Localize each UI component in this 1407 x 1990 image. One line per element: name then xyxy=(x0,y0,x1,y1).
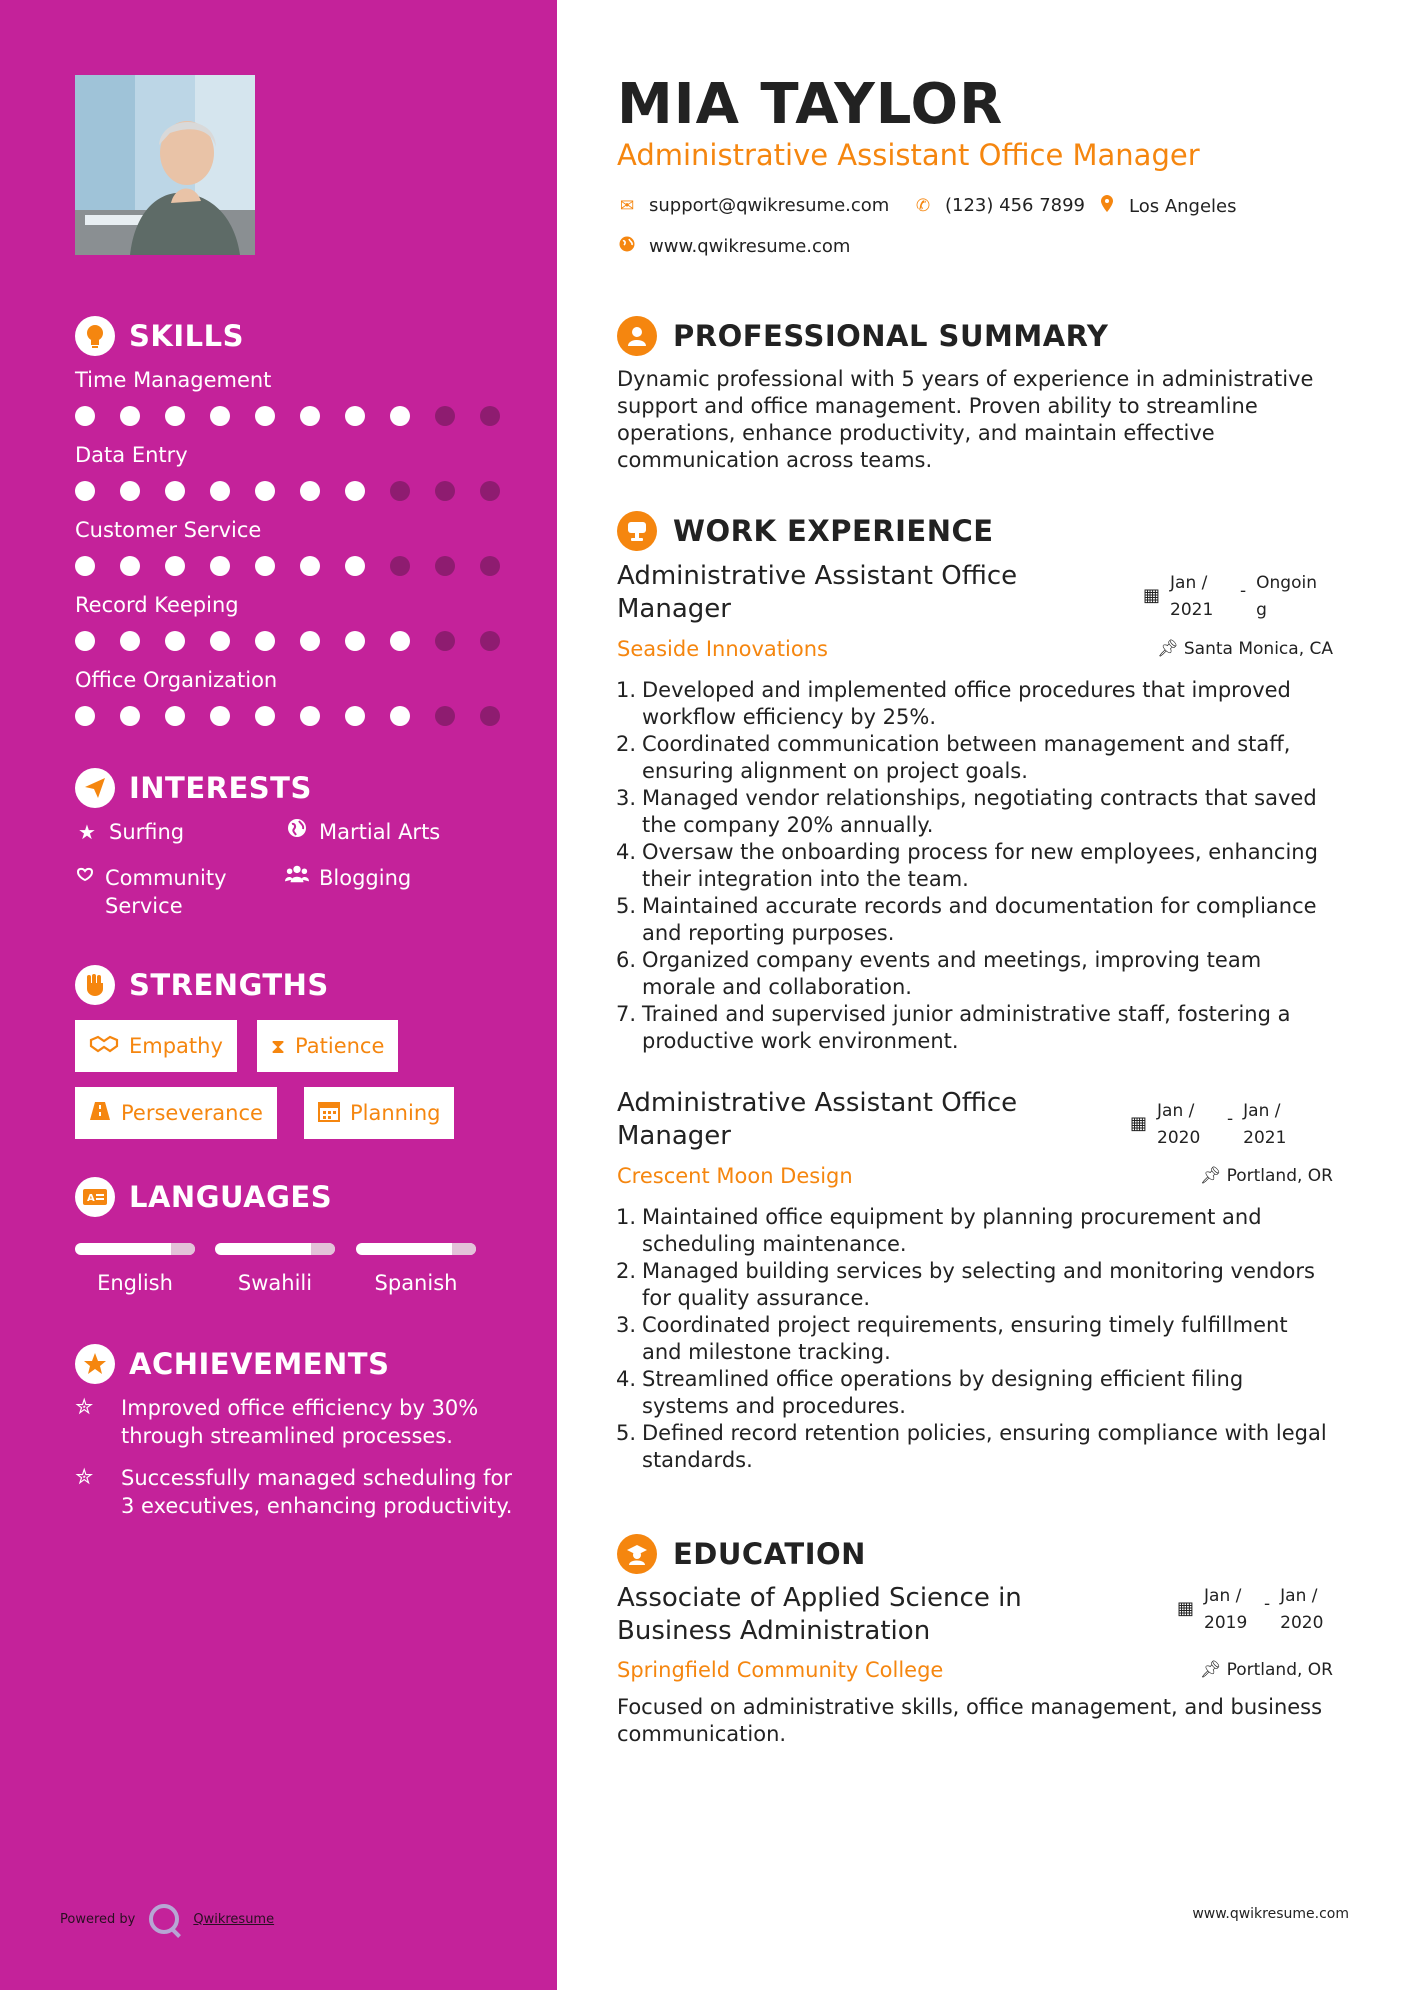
rating-dot-filled xyxy=(390,706,410,726)
date-separator: - xyxy=(1240,581,1247,601)
date-separator: - xyxy=(1227,1109,1234,1129)
rating-dot-filled xyxy=(165,631,185,651)
pushpin-icon: 📌︎ xyxy=(1199,1166,1222,1186)
rating-dot-filled xyxy=(210,481,230,501)
rating-dot-filled xyxy=(255,406,275,426)
rating-dot-filled xyxy=(75,556,95,576)
interest-label: Martial Arts xyxy=(319,820,441,844)
briefcase-icon xyxy=(617,511,657,551)
language-level-remainder xyxy=(452,1243,476,1255)
rating-dot-filled xyxy=(345,406,365,426)
education-header xyxy=(617,1534,866,1574)
interest-item xyxy=(285,818,440,846)
education-end: Jan / 2020 xyxy=(1280,1586,1324,1633)
rating-dot-empty xyxy=(480,706,500,726)
bullet-text: Defined record retention policies, ensuring compliance with legal standards. xyxy=(642,1421,1327,1472)
rating-dot-filled xyxy=(300,556,320,576)
footer-url[interactable]: www.qwikresume.com xyxy=(1192,1906,1349,1922)
strength-badge xyxy=(257,1020,398,1072)
rating-dot-filled xyxy=(120,556,140,576)
strength-label: Perseverance xyxy=(121,1101,263,1125)
job-bullets xyxy=(610,1204,1330,1474)
skill-name: Time Management xyxy=(75,368,272,392)
bullet-number: 4. xyxy=(615,840,636,864)
globe-icon xyxy=(617,236,637,257)
paper-plane-icon xyxy=(75,768,115,808)
languages-title: LANGUAGES xyxy=(129,1180,333,1214)
powered-by xyxy=(60,1904,274,1934)
job-end: Jan / 2021 xyxy=(1243,1101,1287,1148)
job-bullet xyxy=(610,785,1330,839)
summary-text: Dynamic professional with 5 years of experience in administrative support and office management. Proven ability to streamline operations, enhance productivity, and maintain effective communication across teams. xyxy=(617,367,1314,472)
bullet-text: Coordinated project requirements, ensuring timely fulfillment and milestone tracking. xyxy=(642,1313,1288,1364)
user-icon xyxy=(617,316,657,356)
envelope-icon: ✉ xyxy=(619,195,635,216)
bullet-number: 6. xyxy=(615,948,636,972)
qwikresume-link[interactable]: Qwikresume xyxy=(193,1911,275,1927)
rating-dot-filled xyxy=(165,706,185,726)
rating-dot-empty xyxy=(390,481,410,501)
job-bullets xyxy=(610,677,1330,1055)
star-badge-icon xyxy=(75,1344,115,1384)
bullet-number: 1. xyxy=(615,678,636,702)
hands-icon xyxy=(75,864,95,884)
rating-dot-filled xyxy=(210,556,230,576)
rating-dot-filled xyxy=(165,481,185,501)
rating-dot-filled xyxy=(165,556,185,576)
candidate-title: Administrative Assistant Office Manager xyxy=(617,138,1200,172)
language-name: Spanish xyxy=(374,1271,458,1295)
education-start: Jan / 2019 xyxy=(1204,1586,1248,1633)
rating-dot-filled xyxy=(210,406,230,426)
lightbulb-icon xyxy=(75,316,115,356)
rating-dot-filled xyxy=(75,481,95,501)
rating-dot-filled xyxy=(345,556,365,576)
contact-website[interactable] xyxy=(617,236,850,257)
rating-dot-filled xyxy=(390,631,410,651)
bullet-number: 1. xyxy=(615,1205,636,1229)
globe-icon xyxy=(285,818,309,838)
job-location xyxy=(1157,639,1333,659)
summary-title: PROFESSIONAL SUMMARY xyxy=(673,319,1109,353)
handshake-icon xyxy=(89,1034,119,1059)
education-degree: Associate of Applied Science in Business Administration xyxy=(617,1583,1022,1646)
phone-icon: ✆ xyxy=(915,195,931,216)
interest-label: Blogging xyxy=(319,866,412,890)
education-school: Springfield Community College xyxy=(617,1658,944,1682)
strength-badge xyxy=(304,1087,454,1139)
skill-rating xyxy=(75,556,500,576)
bullet-number: 3. xyxy=(615,786,636,810)
rating-dot-filled xyxy=(300,706,320,726)
bullet-text: Maintained accurate records and documentation for compliance and reporting purposes. xyxy=(642,894,1317,945)
rating-dot-filled xyxy=(210,706,230,726)
date-separator: - xyxy=(1264,1594,1271,1614)
calendar-icon: ▦ xyxy=(1130,1113,1148,1134)
job-bullet xyxy=(610,947,1330,1001)
rating-dot-filled xyxy=(300,481,320,501)
strength-label: Patience xyxy=(295,1034,385,1058)
star-icon: ✮ xyxy=(75,1465,94,1490)
interest-item xyxy=(75,818,184,846)
rating-dot-empty xyxy=(390,556,410,576)
education-location-text: Portland, OR xyxy=(1226,1660,1333,1680)
strength-badge xyxy=(75,1087,277,1139)
skills-header xyxy=(75,316,244,356)
rating-dot-empty xyxy=(435,631,455,651)
pushpin-icon: 📌︎ xyxy=(1199,1660,1222,1680)
contact-email[interactable] xyxy=(617,195,889,216)
bullet-number: 7. xyxy=(615,1002,636,1026)
rating-dot-filled xyxy=(345,481,365,501)
rating-dot-filled xyxy=(255,481,275,501)
rating-dot-filled xyxy=(300,406,320,426)
achievements-title: ACHIEVEMENTS xyxy=(129,1347,390,1381)
job-bullet xyxy=(610,1312,1330,1366)
rating-dot-filled xyxy=(75,406,95,426)
rating-dot-empty xyxy=(435,481,455,501)
bullet-text: Developed and implemented office procedures that improved workflow efficiency by 25%. xyxy=(642,678,1291,729)
rating-dot-empty xyxy=(480,406,500,426)
interests-title: INTERESTS xyxy=(129,771,312,805)
star-icon: ✮ xyxy=(75,1395,94,1420)
job-role: Administrative Assistant Office Manager xyxy=(617,1088,1018,1151)
job-bullet xyxy=(610,1001,1330,1055)
strength-label: Empathy xyxy=(129,1034,223,1058)
bullet-text: Streamlined office operations by designing efficient filing systems and procedures. xyxy=(642,1367,1244,1418)
location-text: Los Angeles xyxy=(1129,195,1237,217)
rating-dot-empty xyxy=(435,706,455,726)
interest-label: Surfing xyxy=(109,820,185,844)
rating-dot-filled xyxy=(255,706,275,726)
achievement-item xyxy=(75,1464,515,1520)
job-start: Jan / 2020 xyxy=(1157,1101,1201,1148)
website-text: www.qwikresume.com xyxy=(649,236,851,257)
rating-dot-filled xyxy=(345,706,365,726)
map-marker-icon xyxy=(1097,195,1117,217)
strengths-header xyxy=(75,965,329,1005)
job-location-text: Santa Monica, CA xyxy=(1183,639,1333,659)
skill-name: Office Organization xyxy=(75,668,278,692)
rating-dot-filled xyxy=(210,631,230,651)
rating-dot-filled xyxy=(390,406,410,426)
contact-phone[interactable] xyxy=(913,195,1085,216)
language-name: English xyxy=(97,1271,173,1295)
users-icon xyxy=(285,864,309,884)
job-location xyxy=(1200,1166,1333,1186)
bullet-text: Managed building services by selecting and monitoring vendors for quality assurance. xyxy=(642,1259,1315,1310)
language-level-remainder xyxy=(171,1243,195,1255)
sidebar xyxy=(0,0,557,1990)
job-bullet xyxy=(610,677,1330,731)
languages-header xyxy=(75,1177,332,1217)
interest-item xyxy=(285,864,411,892)
language-name: Swahili xyxy=(237,1271,313,1295)
language-level-bar xyxy=(215,1243,335,1255)
rating-dot-empty xyxy=(480,556,500,576)
strength-label: Planning xyxy=(350,1101,441,1125)
bullet-text: Coordinated communication between management and staff, ensuring alignment on project goals. xyxy=(642,732,1291,783)
job-dates xyxy=(1143,570,1316,624)
achievement-text: Successfully managed scheduling for 3 executives, enhancing productivity. xyxy=(121,1466,513,1518)
bullet-number: 2. xyxy=(615,732,636,756)
job-start: Jan / 2021 xyxy=(1170,573,1214,620)
bullet-number: 5. xyxy=(615,1421,636,1445)
bullet-number: 2. xyxy=(615,1259,636,1283)
job-bullet xyxy=(610,1204,1330,1258)
bullet-number: 4. xyxy=(615,1367,636,1391)
skill-rating xyxy=(75,631,500,651)
rating-dot-filled xyxy=(255,631,275,651)
fist-icon xyxy=(75,965,115,1005)
qwikresume-logo-icon xyxy=(149,1904,179,1934)
contact-location xyxy=(1097,195,1237,217)
bullet-number: 3. xyxy=(615,1313,636,1337)
hourglass-icon: ⧗ xyxy=(271,1034,286,1058)
rating-dot-empty xyxy=(435,406,455,426)
skill-name: Data Entry xyxy=(75,443,188,467)
rating-dot-filled xyxy=(120,706,140,726)
skill-rating xyxy=(75,706,500,726)
email-text: support@qwikresume.com xyxy=(649,195,890,216)
interest-item xyxy=(75,864,255,920)
job-bullet xyxy=(610,839,1330,893)
job-bullet xyxy=(610,731,1330,785)
rating-dot-filled xyxy=(75,706,95,726)
interests-header xyxy=(75,768,312,808)
skill-rating xyxy=(75,481,500,501)
experience-header xyxy=(617,511,994,551)
road-icon xyxy=(89,1101,111,1126)
star-icon: ★ xyxy=(78,820,96,844)
skill-rating xyxy=(75,406,500,426)
education-location xyxy=(1200,1660,1333,1680)
language-level-bar xyxy=(75,1243,195,1255)
summary-header xyxy=(617,316,1108,356)
experience-title: WORK EXPERIENCE xyxy=(673,514,994,548)
pushpin-icon: 📌︎ xyxy=(1156,639,1179,659)
rating-dot-filled xyxy=(345,631,365,651)
job-bullet xyxy=(610,893,1330,947)
calendar-icon xyxy=(318,1100,340,1127)
calendar-icon: ▦ xyxy=(1143,585,1161,606)
achievement-item xyxy=(75,1394,515,1450)
rating-dot-filled xyxy=(255,556,275,576)
calendar-icon: ▦ xyxy=(1177,1598,1195,1619)
rating-dot-filled xyxy=(120,481,140,501)
education-dates xyxy=(1177,1583,1330,1637)
profile-photo xyxy=(75,75,255,255)
job-location-text: Portland, OR xyxy=(1226,1166,1333,1186)
skill-name: Customer Service xyxy=(75,518,262,542)
rating-dot-empty xyxy=(480,481,500,501)
language-level-bar xyxy=(356,1243,476,1255)
bullet-text: Trained and supervised junior administrative staff, fostering a productive work environment. xyxy=(642,1002,1291,1053)
strength-badge xyxy=(75,1020,237,1072)
achievement-text: Improved office efficiency by 30% through streamlined processes. xyxy=(121,1396,479,1448)
rating-dot-filled xyxy=(75,631,95,651)
rating-dot-empty xyxy=(435,556,455,576)
bullet-text: Oversaw the onboarding process for new employees, enhancing their integration into the team. xyxy=(642,840,1318,891)
graduate-icon xyxy=(617,1534,657,1574)
interest-label: Community Service xyxy=(105,866,227,918)
language-icon xyxy=(75,1177,115,1217)
bullet-text: Managed vendor relationships, negotiating contracts that saved the company 20% annually. xyxy=(642,786,1317,837)
language-level-remainder xyxy=(311,1243,335,1255)
education-text: Focused on administrative skills, office management, and business communication. xyxy=(617,1695,1323,1746)
powered-by-label: Powered by xyxy=(60,1911,136,1927)
job-company: Seaside Innovations xyxy=(617,637,828,661)
job-company: Crescent Moon Design xyxy=(617,1164,853,1188)
achievements-header xyxy=(75,1344,389,1384)
candidate-name: MIA TAYLOR xyxy=(617,72,1004,137)
job-bullet xyxy=(610,1420,1330,1474)
phone-text: (123) 456 7899 xyxy=(945,195,1086,216)
rating-dot-filled xyxy=(300,631,320,651)
job-dates xyxy=(1130,1098,1303,1152)
strengths-title: STRENGTHS xyxy=(129,968,329,1002)
bullet-text: Organized company events and meetings, improving team morale and collaboration. xyxy=(642,948,1262,999)
bullet-text: Maintained office equipment by planning procurement and scheduling maintenance. xyxy=(642,1205,1262,1256)
job-role: Administrative Assistant Office Manager xyxy=(617,561,1018,624)
job-end: Ongoin g xyxy=(1256,573,1318,620)
bullet-number: 5. xyxy=(615,894,636,918)
job-bullet xyxy=(610,1258,1330,1312)
education-title: EDUCATION xyxy=(673,1537,866,1571)
job-bullet xyxy=(610,1366,1330,1420)
skills-title: SKILLS xyxy=(129,319,244,353)
rating-dot-empty xyxy=(480,631,500,651)
svg-text:A: A xyxy=(87,1193,95,1204)
rating-dot-filled xyxy=(165,406,185,426)
rating-dot-filled xyxy=(120,631,140,651)
skill-name: Record Keeping xyxy=(75,593,239,617)
rating-dot-filled xyxy=(120,406,140,426)
